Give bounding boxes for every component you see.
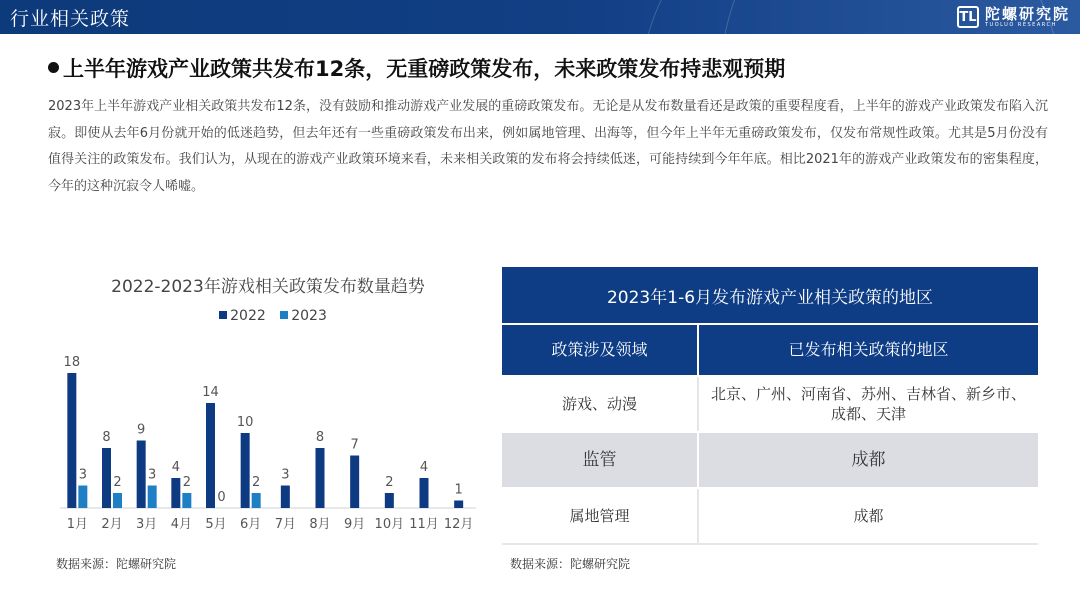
x-tick-label: 6月 — [240, 517, 262, 532]
bar-2023 — [182, 493, 191, 508]
table-header-domain: 政策涉及领域 — [502, 325, 699, 375]
table-cell-domain: 监管 — [502, 433, 699, 487]
data-label-2023: 2 — [182, 475, 191, 490]
data-label-2022: 8 — [102, 430, 111, 445]
summary-paragraph: 2023年上半年游戏产业相关政策共发布12条，没有鼓励和推动游戏产业发展的重磅政策发布。无论是从发布数量看还是政策的重要程度看，上半年的游戏产业政策发布陷入沉寂。即使从去年6月份就开始的低迷趋势，但去年还有一些重磅政策发布出来，例如属地管理、出海等，但今年上半年无重磅政策发布，仅发布常规性政策。尤其是5月份没有值得关注的政策发布。我们认为，从现在的游戏产业政策环境来看，未来相关政策的发布将会持续低迷，可能持续到今年年底。相比2021年的游戏产业政策发布的密集程度，今年的这种沉寂令人唏嘘。 — [48, 99, 1048, 194]
x-tick-label: 10月 — [374, 517, 405, 532]
bullet-icon — [48, 62, 59, 73]
brand-name: 陀螺研究院 — [984, 4, 1070, 23]
brand-subtitle: TUOLUO RESEARCH — [984, 21, 1057, 28]
data-label-2023: 3 — [148, 467, 157, 483]
chart-plot — [48, 262, 488, 552]
chart-title: 2022-2023年游戏相关政策发布数量趋势 — [111, 277, 425, 297]
bar-2023 — [148, 486, 157, 509]
policy-region-table — [502, 267, 1038, 545]
table-cell-regions: 成都 — [699, 433, 1038, 487]
x-tick-label: 9月 — [344, 517, 366, 532]
x-tick-label: 7月 — [274, 517, 296, 532]
x-tick-label: 4月 — [170, 517, 192, 532]
table-header-regions: 已发布相关政策的地区 — [699, 325, 1038, 375]
top-banner — [0, 0, 1080, 34]
bar-2022 — [316, 448, 325, 508]
bar-2022 — [385, 493, 394, 508]
data-label-2022: 8 — [315, 430, 325, 445]
bar-2022 — [281, 486, 290, 509]
table-cell-domain: 属地管理 — [502, 489, 699, 543]
data-label-2023: 0 — [217, 490, 226, 505]
bar-2023 — [78, 486, 87, 509]
data-label-2023: 2 — [252, 475, 261, 490]
x-tick-label: 2月 — [101, 517, 123, 532]
table-row — [502, 431, 1038, 487]
bar-2023 — [252, 493, 261, 508]
table-cell-regions: 北京、广州、河南省、苏州、吉林省、新乡市、成都、天津 — [699, 377, 1038, 431]
data-label-2022: 4 — [419, 460, 429, 475]
headline — [48, 53, 785, 83]
data-label-2023: 2 — [113, 475, 122, 490]
table-row — [502, 375, 1038, 431]
bar-2022 — [420, 478, 429, 508]
chart-source: 数据来源：陀螺研究院 — [56, 557, 177, 571]
logo-icon: TL — [957, 6, 979, 28]
table-bottom-rule — [502, 543, 1038, 545]
legend-label-2022: 2022 — [230, 308, 266, 324]
table-row — [502, 487, 1038, 543]
legend-label-2023: 2023 — [291, 308, 327, 324]
bar-2022 — [171, 478, 180, 508]
bar-2022 — [350, 456, 359, 509]
table-header-row — [502, 323, 1038, 375]
x-tick-label: 11月 — [409, 517, 439, 532]
data-label-2022: 3 — [281, 467, 290, 483]
data-label-2022: 10 — [236, 415, 254, 430]
table-title: 2023年1-6月发布游戏产业相关政策的地区 — [502, 267, 1038, 323]
x-tick-label: 5月 — [205, 517, 227, 532]
x-tick-label: 1月 — [66, 517, 88, 532]
data-label-2022: 2 — [385, 475, 394, 490]
bar-2022 — [67, 373, 76, 508]
bar-2022 — [241, 433, 250, 508]
table-source: 数据来源：陀螺研究院 — [510, 557, 631, 571]
data-label-2022: 18 — [63, 355, 81, 370]
data-label-2022: 1 — [454, 482, 463, 498]
table-cell-regions: 成都 — [699, 489, 1038, 543]
bar-2023 — [113, 493, 122, 508]
bar-2022 — [102, 448, 111, 508]
bar-chart — [48, 262, 488, 552]
x-tick-label: 12月 — [443, 517, 474, 532]
x-tick-label: 3月 — [136, 517, 158, 532]
section-title: 行业相关政策 — [10, 8, 131, 30]
data-label-2022: 7 — [350, 437, 359, 453]
data-label-2022: 9 — [137, 422, 146, 438]
data-label-2022: 14 — [202, 385, 219, 400]
data-label-2023: 3 — [78, 467, 87, 483]
bar-2022 — [137, 441, 146, 509]
bar-2022 — [454, 501, 463, 509]
data-label-2022: 4 — [171, 460, 180, 475]
x-tick-label: 8月 — [309, 517, 331, 532]
table-cell-domain: 游戏、动漫 — [502, 377, 699, 431]
brand-logo — [957, 4, 1070, 30]
headline-text: 上半年游戏产业政策共发布12条，无重磅政策发布，未来政策发布持悲观预期 — [63, 57, 786, 81]
bar-2022 — [206, 403, 215, 508]
